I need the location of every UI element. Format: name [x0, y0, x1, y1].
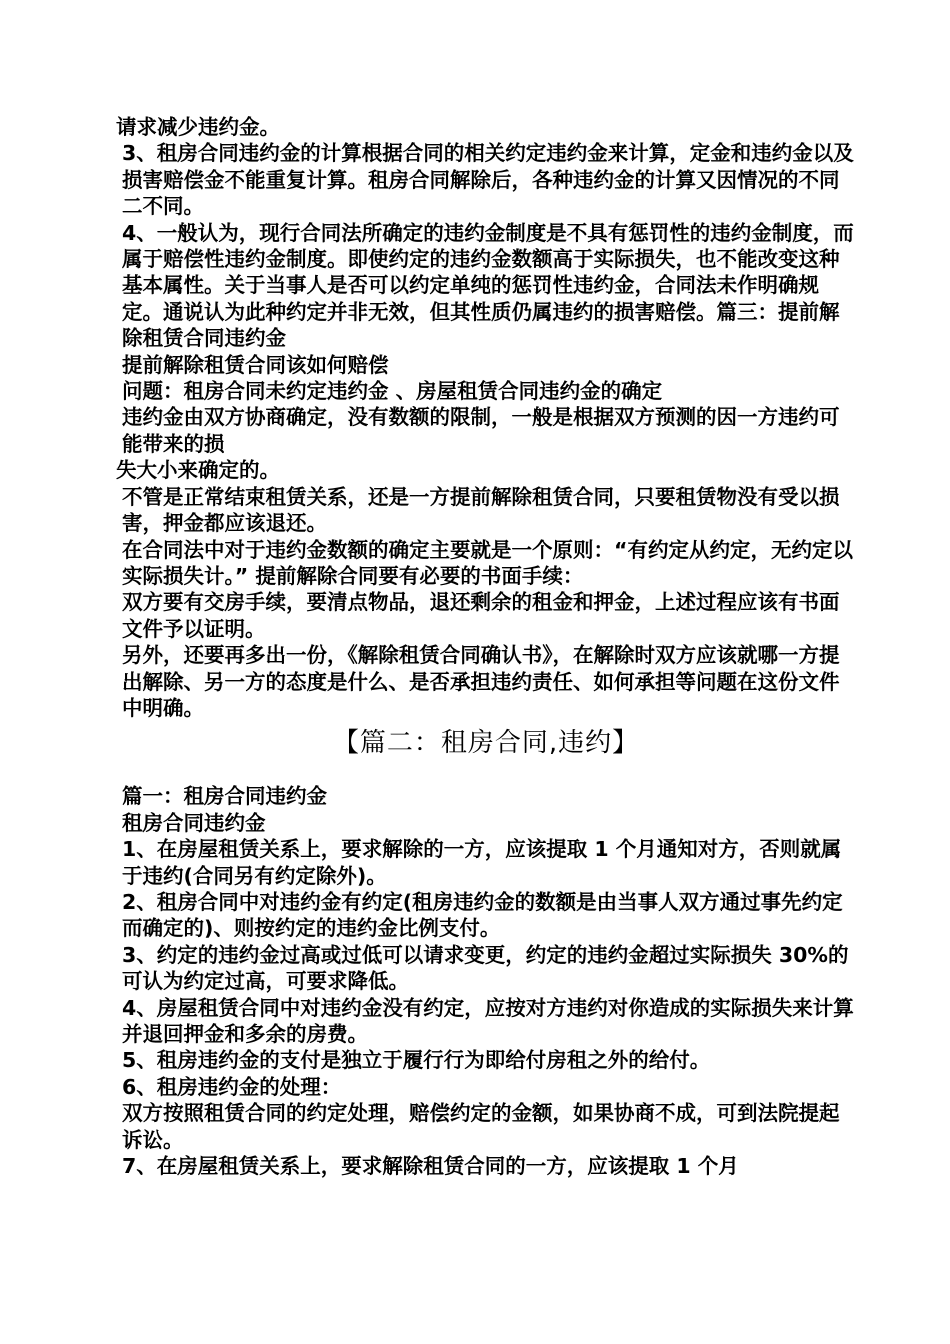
paragraph-11: 另外，还要再多出一份，《解除租赁合同确认书》，在解除时双方应该就哪一方提出解除、另一方的态度是什么、是否承担违约责任、如何承担等问题在这份文件中明确。	[122, 643, 840, 720]
paragraph-19: 6、租房违约金的处理：	[122, 1074, 342, 1099]
paragraph-21: 7、在房屋租赁关系上，要求解除租赁合同的一方，应该提取 1 个月	[122, 1154, 739, 1179]
paragraph-4: 提前解除租赁合同该如何赔偿	[122, 352, 389, 377]
paragraph-17: 4、房屋租赁合同中对违约金没有约定，应按对方违约对你造成的实际损失来计算并退回押金和多余的房费。	[122, 995, 854, 1046]
paragraph-8: 不管是正常结束租赁关系，还是一方提前解除租赁合同，只要租赁物没有受以损害，押金都应该退还。	[122, 484, 840, 536]
paragraph-15: 2、租房合同中对违约金有约定(租房违约金的数额是由当事人双方通过事先约定而确定的)、则按约定的违约金比例支付。	[122, 889, 843, 941]
paragraph-14: 1、在房屋租赁关系上，要求解除的一方，应该提取 1 个月通知对方，否则就属于违约(合同另有约定除外)。	[122, 837, 842, 888]
paragraph-18: 5、租房违约金的支付是独立于履行行为即给付房租之外的给付。	[122, 1048, 711, 1073]
paragraph-7: 失大小来确定的。	[116, 458, 280, 483]
paragraph-6: 违约金由双方协商确定，没有数额的限制，一般是根据双方预测的因一方违约可能带来的损	[122, 405, 840, 456]
document-body	[116, 114, 856, 1179]
paragraph-5: 问题：租房合同未约定违约金 、房屋租赁合同违约金的确定	[122, 379, 663, 404]
paragraph-12: 篇一：租房合同违约金	[122, 784, 327, 809]
paragraph-9: 在合同法中对于违约金数额的确定主要就是一个原则：“有约定从约定，无约定以实际损失计。” 提前解除合同要有必要的书面手续：	[122, 537, 853, 588]
paragraph-20: 双方按照租赁合同的约定处理，赔偿约定的金额，如果协商不成，可到法院提起诉讼。	[122, 1101, 840, 1152]
paragraph-2: 3、租房合同违约金的计算根据合同的相关约定违约金来计算，定金和违约金以及损害赔偿金不能重复计算。租房合同解除后，各种违约金的计算又因情况的不同二不同。	[122, 141, 854, 219]
paragraph-3: 4、一般认为，现行合同法所确定的违约金制度是不具有惩罚性的违约金制度，而属于赔偿性违约金制度。即使约定的违约金数额高于实际损失，也不能改变这种基本属性。关于当事人是否可以约定单纯的惩罚性违约金，合同法未作明确规定。通说认为此种约定并非无效，但其性质仍属违约的损害赔偿。篇三：提前解除租赁合同违约金	[122, 220, 854, 351]
paragraph-16: 3、约定的违约金过高或过低可以请求变更，约定的违约金超过实际损失 30%的可认为约定过高，可要求降低。	[122, 942, 849, 994]
paragraph-1: 请求减少违约金。	[116, 115, 280, 139]
paragraph-13: 租房合同违约金	[122, 810, 266, 835]
paragraph-10: 双方要有交房手续，要清点物品，退还剩余的租金和押金，上述过程应该有书面文件予以证明。	[122, 590, 840, 641]
section-heading: 【篇二：租房合同,违约】	[332, 728, 640, 759]
